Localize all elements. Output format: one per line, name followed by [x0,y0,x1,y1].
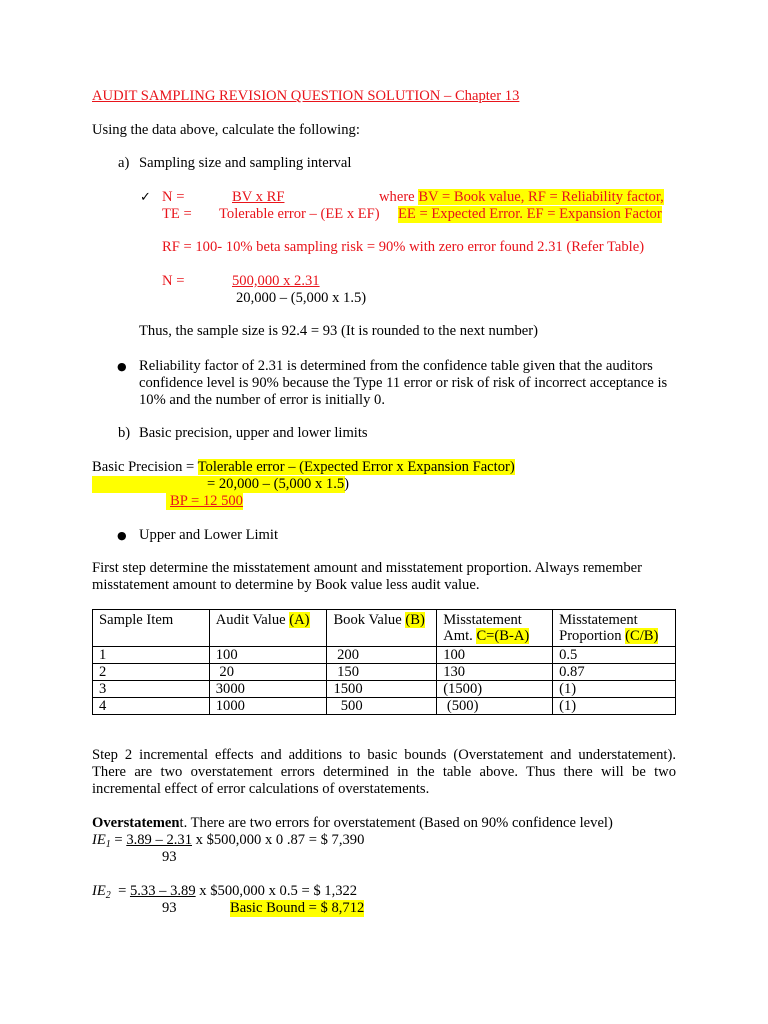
ie1-eq: = [110,832,127,848]
cell-audit: 100 [209,647,327,664]
header-misstatement-amt [437,610,553,647]
header-book-value [327,610,437,647]
cell-amt: (1500) [437,681,553,698]
bp-formula: Tolerable error – (Expected Error x Expansion Factor) [197,459,515,475]
header-audit-value-text: Audit Value [215,612,290,628]
overstatement-label-tail: t. There are two errors for overstatement (Based on 90% confidence level) [179,815,613,831]
bp-label: Basic Precision = [92,459,198,475]
cell-prop: (1) [553,698,676,715]
te-label: TE = [162,206,192,222]
ie1-rest: x $500,000 x 0 .87 = $ 7,390 [191,832,365,848]
where-line [379,189,664,206]
page-title: AUDIT SAMPLING REVISION QUESTION SOLUTION – Chapter 13 [92,88,520,104]
header-audit-value [209,610,327,647]
header-misstatement-prop-mark: (C/B) [625,628,659,644]
part-b-heading: Basic precision, upper and lower limits [139,425,368,441]
sample-size-line: Thus, the sample size is 92.4 = 93 (It is rounded to the next number) [139,323,538,339]
n-formula: BV x RF [232,189,285,205]
cell-book: 200 [327,647,437,664]
bp-line1 [92,459,515,476]
overstatement-heading [92,815,613,832]
ie1-numerator: 3.89 – 2.31 [126,832,192,848]
part-a-heading: Sampling size and sampling interval [139,155,352,171]
cell-item: 1 [93,647,210,664]
table-header-row [93,610,676,647]
part-b-label: b) [118,425,131,441]
ie2-line [92,883,357,900]
basic-bound: Basic Bound = $ 8,712 [230,900,365,916]
cell-item: 3 [93,681,210,698]
ie1-label: IE [92,832,106,848]
cell-book: 1500 [327,681,437,698]
ie2-eq: = [110,883,130,899]
header-book-value-mark: (B) [405,612,425,628]
cell-amt: 100 [437,647,553,664]
header-sample-item [93,610,210,647]
rf-line: RF = 100- 10% beta sampling risk = 90% with zero error found 2.31 (Refer Table) [162,239,645,255]
table-row [93,664,676,681]
step1-text: First step determine the misstatement amount and misstatement proportion. Always remember misstatement amount to determine by Book value less audit value. [92,560,642,593]
header-misstatement-prop [553,610,676,647]
cell-book: 500 [327,698,437,715]
checkmark-icon: ✓ [140,190,151,205]
header-sample-item-text: Sample Item [99,612,174,628]
cell-book: 150 [327,664,437,681]
ie2-denominator: 93 [162,900,177,916]
ie2-numerator: 5.33 – 3.89 [129,883,196,899]
step2-text: Step 2 incremental effects and additions to basic bounds (Overstatement and understatement). There are two overstatement errors determined in the table above. Thus there will be two incremental effect of error calculations of overstatements. [92,747,676,797]
ie2-label: IE [92,883,106,899]
misstatement-table [92,609,676,715]
where-prefix: where [379,189,419,205]
cell-amt: (500) [437,698,553,715]
bp-result: BP = 12 500 [166,493,243,510]
cell-audit: 20 [209,664,327,681]
bullet-icon: ● [117,529,127,542]
cell-audit: 1000 [209,698,327,715]
bp-line2: = 20,000 – (5,000 x 1.5) [92,476,345,493]
header-misstatement-amt-text: Misstatement Amt. [443,612,522,644]
cell-prop: (1) [553,681,676,698]
cell-amt: 130 [437,664,553,681]
ee-definitions: EE = Expected Error. EF = Expansion Factor [398,206,662,222]
ie2-rest: x $500,000 x 0.5 = $ 1,322 [195,883,358,899]
part-a-label: a) [118,155,130,171]
where-definitions: BV = Book value, RF = Reliability factor, [418,189,664,205]
cell-item: 2 [93,664,210,681]
n2-denominator: 20,000 – (5,000 x 1.5) [236,290,367,306]
table-row [93,681,676,698]
cell-prop: 0.5 [553,647,676,664]
header-audit-value-mark: (A) [289,612,310,628]
n-label: N = [162,189,185,205]
table-row [93,698,676,715]
te-formula: Tolerable error – (EE x EF) [219,206,380,222]
n2-numerator: 500,000 x 2.31 [232,273,320,289]
table-row [93,647,676,664]
bullet-icon: ● [117,360,127,373]
overstatement-label: Overstatemen [92,815,180,831]
ie1-denominator: 93 [162,849,177,865]
cell-audit: 3000 [209,681,327,698]
reliability-note: Reliability factor of 2.31 is determined from the confidence table given that the auditors confidence level is 90% because the Type 11 error or risk of risk of incorrect acceptance is 10% and the number of error is initially 0. [139,358,668,408]
header-book-value-text: Book Value [333,612,406,628]
n2-label: N = [162,273,185,289]
ie1-subscript: 1 [105,839,111,850]
intro-text: Using the data above, calculate the following: [92,122,360,138]
cell-item: 4 [93,698,210,715]
header-misstatement-prop-text: Misstatement Proportion [559,612,638,644]
cell-prop: 0.87 [553,664,676,681]
ie2-subscript: 2 [105,890,111,901]
ie1-line [92,832,364,849]
limits-heading: Upper and Lower Limit [139,527,279,543]
header-misstatement-amt-mark: C=(B-A) [476,628,530,644]
